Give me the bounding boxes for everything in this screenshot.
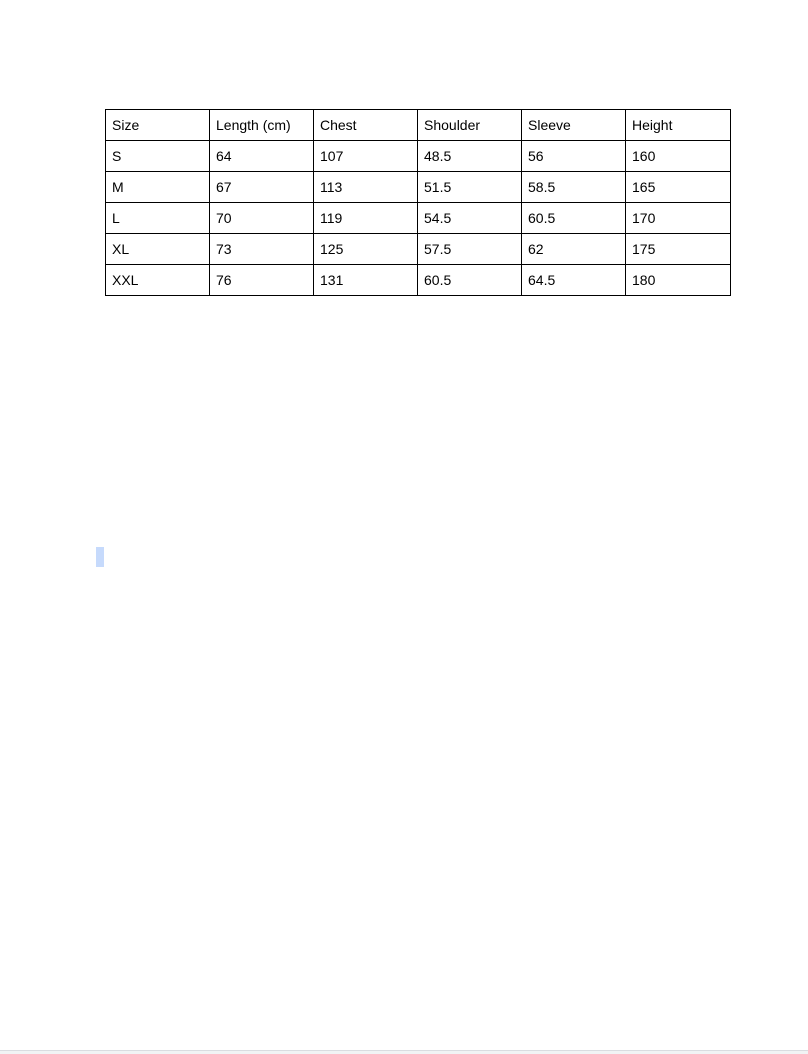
table-cell[interactable]: 51.5 (418, 172, 522, 203)
table-cell[interactable]: 131 (314, 265, 418, 296)
header-cell-height[interactable]: Height (626, 110, 731, 141)
page-bottom-edge (0, 1050, 808, 1054)
header-cell-size[interactable]: Size (106, 110, 210, 141)
table-cell[interactable]: 64 (210, 141, 314, 172)
table-cell[interactable]: 113 (314, 172, 418, 203)
table-row (106, 234, 731, 265)
table-cell[interactable]: 107 (314, 141, 418, 172)
table-row (106, 172, 731, 203)
table-cell[interactable]: 54.5 (418, 203, 522, 234)
table-row (106, 141, 731, 172)
table-cell[interactable]: 170 (626, 203, 731, 234)
text-selection-highlight[interactable] (96, 547, 104, 567)
table-header-row (106, 110, 731, 141)
table-cell[interactable]: 70 (210, 203, 314, 234)
header-cell-sleeve[interactable]: Sleeve (522, 110, 626, 141)
header-cell-shoulder[interactable]: Shoulder (418, 110, 522, 141)
table-cell[interactable]: 64.5 (522, 265, 626, 296)
table-cell[interactable]: 73 (210, 234, 314, 265)
table-cell[interactable]: L (106, 203, 210, 234)
table-cell[interactable]: 56 (522, 141, 626, 172)
table-cell[interactable]: 175 (626, 234, 731, 265)
table-cell[interactable]: 160 (626, 141, 731, 172)
table-cell[interactable]: M (106, 172, 210, 203)
header-cell-length[interactable]: Length (cm) (210, 110, 314, 141)
table-row (106, 265, 731, 296)
table-cell[interactable]: XL (106, 234, 210, 265)
table-cell[interactable]: 180 (626, 265, 731, 296)
table-cell[interactable]: 62 (522, 234, 626, 265)
table-cell[interactable]: XXL (106, 265, 210, 296)
table-cell[interactable]: 125 (314, 234, 418, 265)
table-row (106, 203, 731, 234)
table-cell[interactable]: 60.5 (418, 265, 522, 296)
header-cell-chest[interactable]: Chest (314, 110, 418, 141)
size-chart-table (105, 109, 731, 296)
table-cell[interactable]: 119 (314, 203, 418, 234)
table-cell[interactable]: S (106, 141, 210, 172)
table-cell[interactable]: 58.5 (522, 172, 626, 203)
table-cell[interactable]: 76 (210, 265, 314, 296)
table-cell[interactable]: 60.5 (522, 203, 626, 234)
table-cell[interactable]: 67 (210, 172, 314, 203)
table-cell[interactable]: 57.5 (418, 234, 522, 265)
table-cell[interactable]: 48.5 (418, 141, 522, 172)
table-cell[interactable]: 165 (626, 172, 731, 203)
